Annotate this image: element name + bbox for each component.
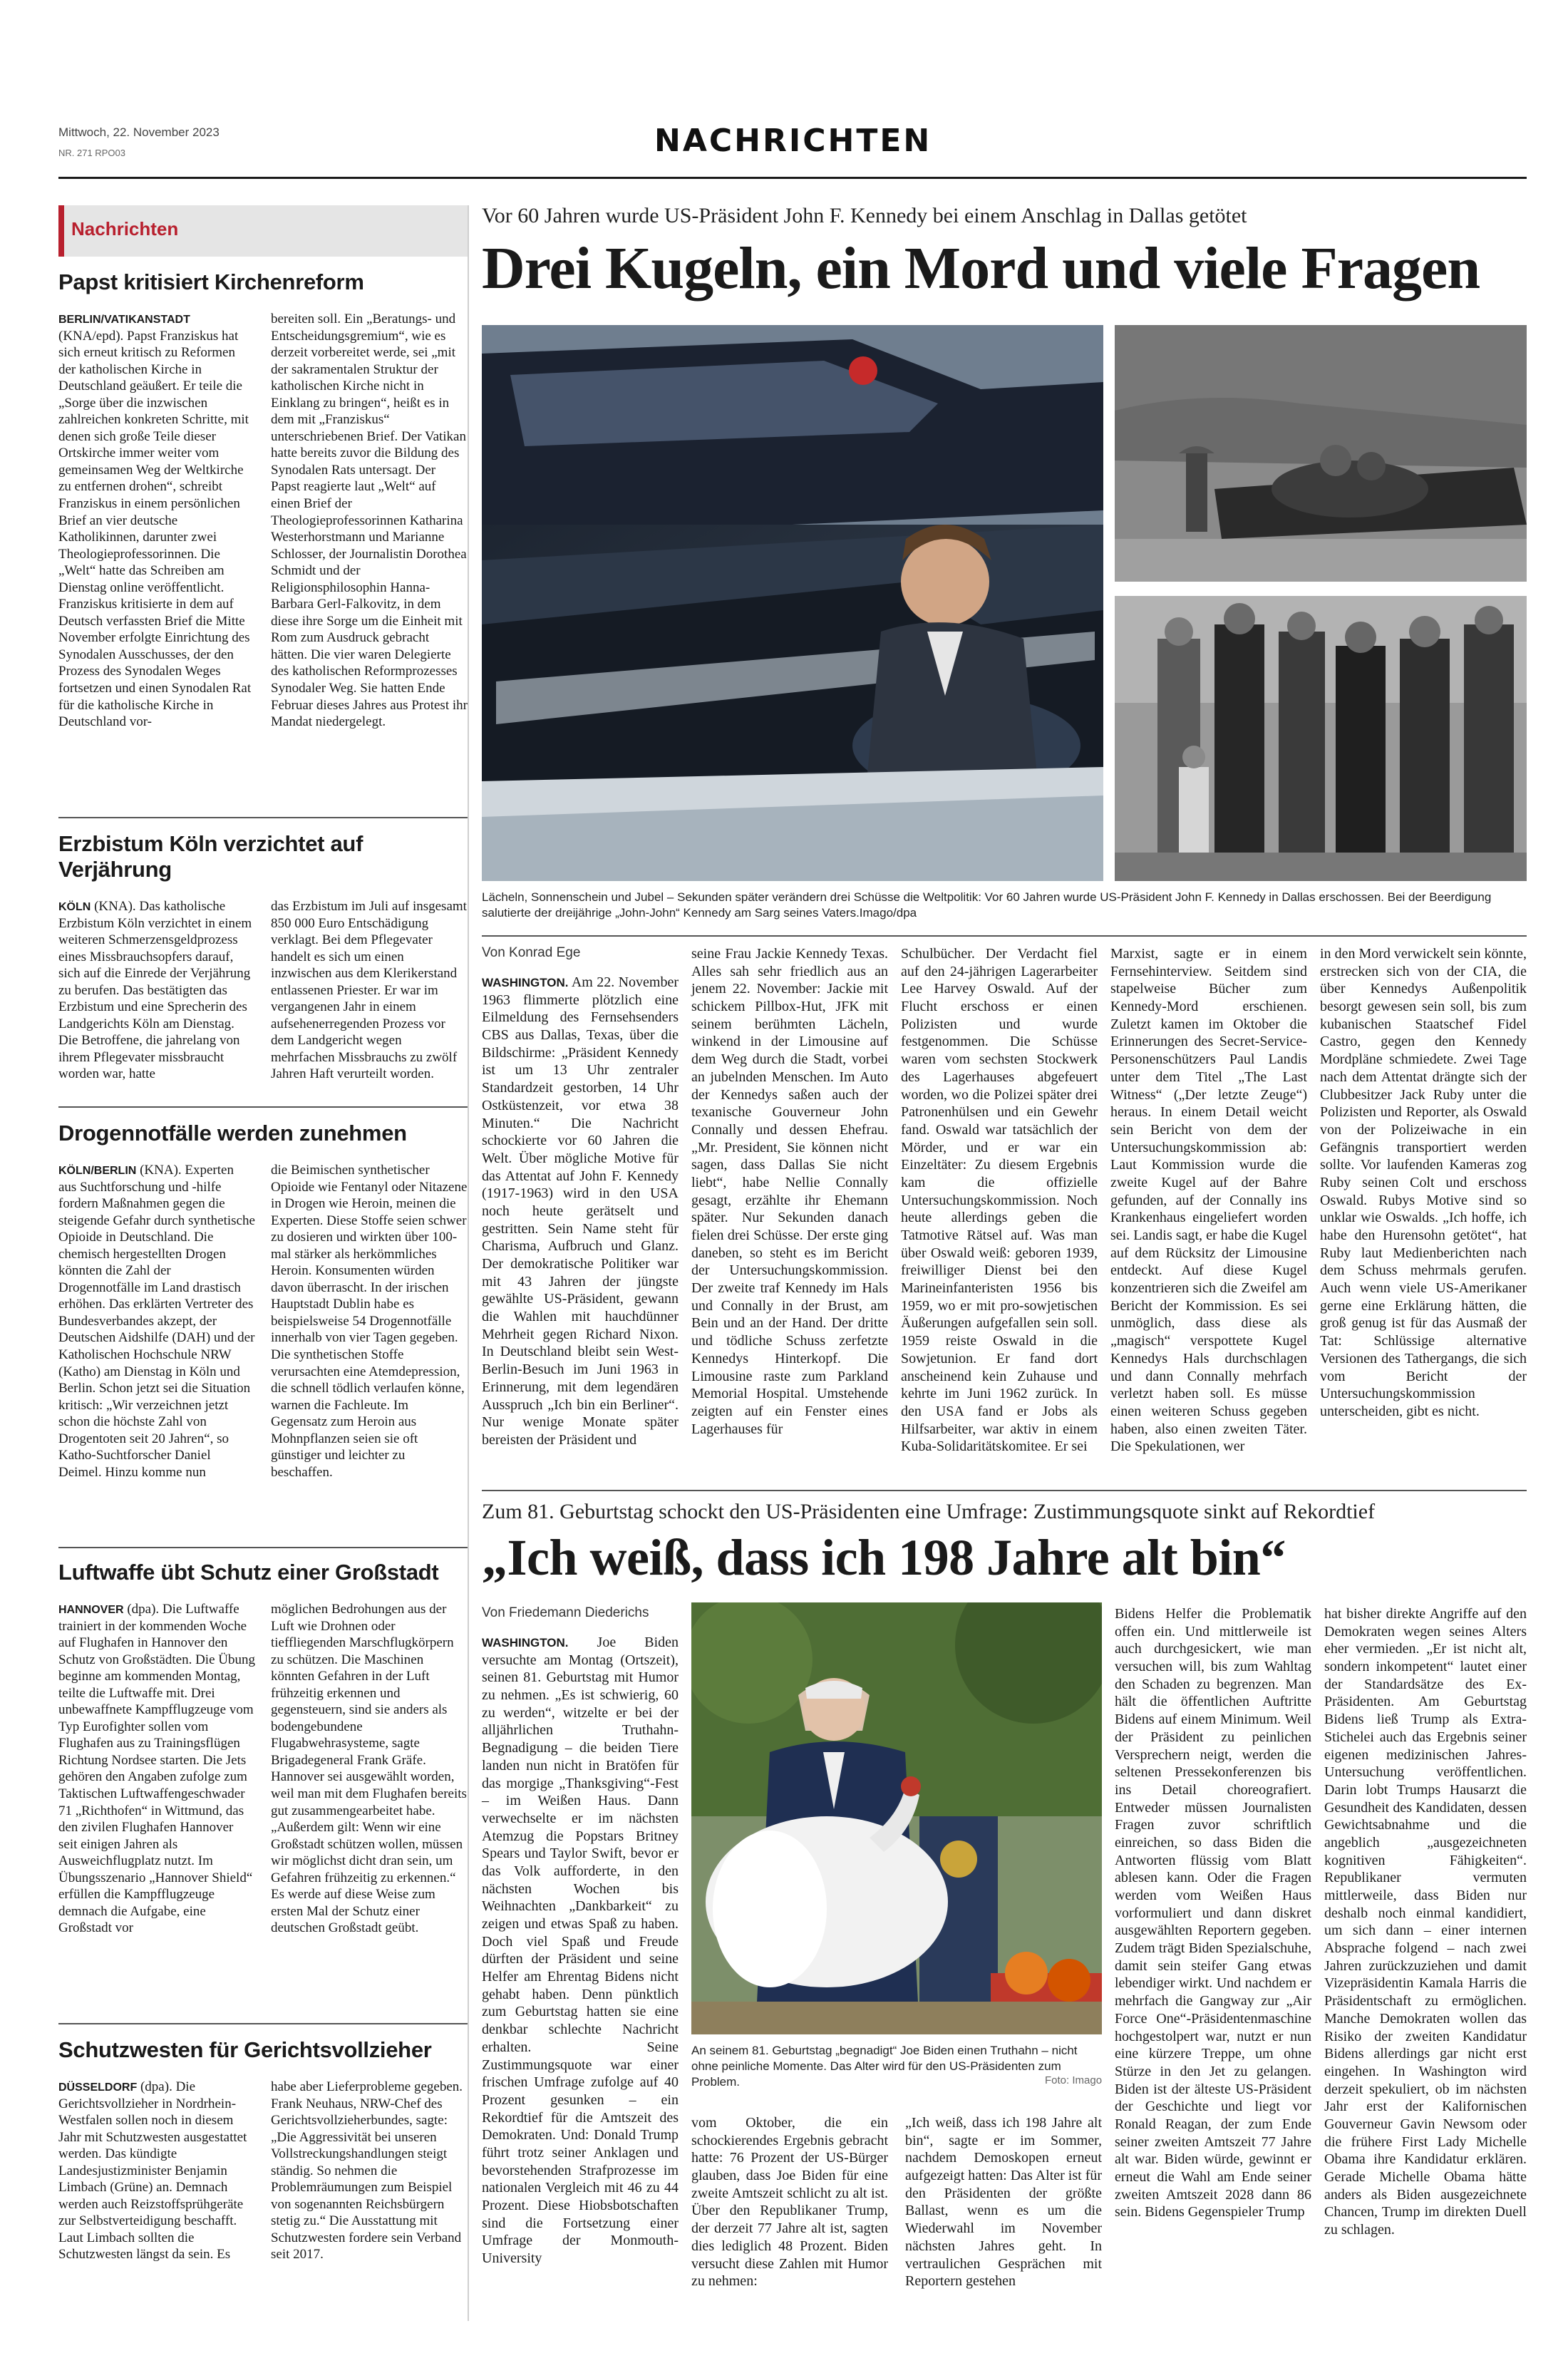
brief-text-col2: das Erzbistum im Juli auf insgesamt 850 000 Euro Entschädigung verklagt. Bei dem Pflegevater handelt es sich um einen inzwischen aus dem Klerikerstand entlassenen Priester. Er war im vergangenen Jahr in einem aufsehenerregenden Prozess vor dem Landgericht wegen mehrfachen Missbrauchs zu zwölf Jahren Haft verurteilt worden. — [271, 899, 467, 1082]
limousine-film-still-photo — [1115, 325, 1527, 582]
article1-column-2: seine Frau Jackie Kennedy Texas. Alles sah sehr friedlich aus an jenem 22. November: Jackie mit schickem Pillbox-Hut, JFK mit seinem berühmten Lächeln, winkend in der Limousine auf dem Weg durch die Stadt, vorbei an jubelnden Menschen. Im Auto der Kennedys saßen auch der texanische Gouverneur John Connally und dessen Ehefrau. „Mr. President, Sie können nicht sagen, dass Dallas Sie nicht liebt“, habe Nellie Connally gesagt, erzählte ihr Ehemann später. Nur Sekunden danach fielen drei Schüsse. Der erste ging daneben, so steht es im Bericht der Untersuchungskommission. Der zweite traf Kennedy im Hals und Connally in der Brust, am Bein und an der Hand. Der dritte und tödliche Schuss zerfetzte Kennedys Hinterkopf. Die Limousine raste zum Parkland Memorial Hospital. Umstehende zeigten auf ein Fenster eines Lagerhauses für — [691, 946, 888, 1437]
brief-divider — [58, 1106, 468, 1108]
funeral-salute-photo — [1115, 596, 1527, 881]
article2-kicker: Zum 81. Geburtstag schockt den US-Präsidenten eine Umfrage: Zustimmungsquote sinkt auf Rekordtief — [482, 1500, 1376, 1523]
article2-column-5: hat bisher direkte Angriffe auf den Demokraten wegen seines Alters eher vermieden. „Er ist nicht alt, sondern inkompetent“ lautet einer der Standardsätze des Ex-Präsidenten. Am Geburtstag Bidens ließ Trump als Extra-Stichelei auch das Ergebnis seiner eigenen medizinischen Jahres-Untersuchung veröffentlichen. Darin lobt Trumps Hausarzt die Gesundheit des Kandidaten, dessen Gewichtsabnahme und die angeblich „ausgezeichneten kognitiven Fähigkeiten“. Republikaner vermuten mittlerweile, dass Biden nur deshalb noch einmal kandidiert, um sich dann – einer internen Absprache folgend – nach zwei Jahren zurückzuziehen und damit Vizepräsidentin Kamala Harris die Präsidentschaft zu ermöglichen. Manche Demokraten wollen das Risiko der zweiten Kandidatur Bidens allerdings gar nicht erst eingehen. In Washington wird derzeit spekuliert, ob im nächsten Jahr erst der Kalifornischen Gouverneur Gavin Newsom oder die frühere First Lady Michelle Obama ihre Kandidatur erklären. Gerade Michelle Obama hätte anders als Biden ausgezeichnete Chancen, Trump im direkten Duell zu schlagen. — [1324, 1606, 1527, 2238]
brief-title: Erzbistum Köln verzichtet auf Verjährung — [58, 831, 363, 882]
brief-title: Papst kritisiert Kirchenreform — [58, 269, 364, 294]
brief-text-col2: möglichen Bedrohungen aus der Luft wie Drohnen oder tieffliegenden Marschflugkörpern zu schützen. Die Maschinen könnten Gefahren in der Luft frühzeitig erkennen und gegensteuern, sind sie anders als bodengebundene Flugabwehrasysteme, sagte Brigadegeneral Frank Gräfe. Hannover sei ausgewählt worden, weil man mit dem Flughafen bereits gut zusammengearbeitet habe. „Außerdem gilt: Wenn wir eine Großstadt schützen wollen, müssen wir möglichst dicht dran sein, um Gefahren frühzeitig zu erkennen.“ Es werde auf diese Weise zum ersten Mal der Schutz einer deutschen Großstadt geübt. — [271, 1602, 467, 1936]
article2-headline: „Ich weiß, dass ich 198 Jahre alt bin“ — [482, 1529, 1286, 1586]
article1-kicker: Vor 60 Jahren wurde US-Präsident John F. Kennedy bei einem Anschlag in Dallas getötet — [482, 204, 1247, 227]
article1-column-3: Schulbücher. Der Verdacht fiel auf den 24-jährigen Lagerarbeiter Lee Harvey Oswald. Auf der Flucht erschoss er einen Polizisten und wurde festgenommen. Die Schüsse waren vom sechsten Stockwerk des Lagerhauses abgefeuert worden, wo die Polizei später drei Patronenhülsen und ein Gewehr fand. Oswald war tatsächlich der Mörder, und er war ein Einzeltäter: Zu diesem Ergebnis kam die offizielle Untersuchungskommission. Noch heute allerdings geben die Tatmotive Rätsel auf. Was man über Oswald weiß: geboren 1939, freiwilliger Dienst bei den Marineinfanteristen 1956 bis 1959, wo er mit pro-sowjetischen Äußerungen aufgefallen sein soll. 1959 reiste Oswald in die Sowjetunion. Er fand dort anscheinend kein Zuhause und kehrte im Juni 1962 zurück. In den USA fand er Jobs als Hilfsarbeiter, war aktiv in einem Kuba-Solidaritätskomitee. Er sei — [901, 946, 1098, 1455]
brief-text-col2: bereiten soll. Ein „Beratungs- und Entscheidungsgremium“, wie es derzeit vorbereitet werde, sei „mit der sakramentalen Struktur der katholischen Kirche nicht in Einklang zu bringen“, heißt es in dem mit „Franziskus“ unterschriebenen Brief. Der Vatikan hatte bereits zuvor die Bildung des Synodalen Rats untersagt. Der Papst reagierte laut „Welt“ auf einen Brief der Theologieprofessorinnen Katharina Westerhorstmann und Marianne Schlosser, der Journalistin Dorothea Schmidt und der Religionsphilosophin Hanna-Barbara Gerl-Falkovitz, in dem diese ihre Sorge um die Einheit mit Rom zum Ausdruck gebracht hätten. Die vier waren Delegierte des katholischen Reformprozesses Synodaler Weg. Sie hatten Ende Februar dieses Jahres aus Protest ihr Mandat niedergelegt. — [271, 312, 468, 730]
article2-column-3: „Ich weiß, dass ich 198 Jahre alt bin“, sagte er im Sommer, nachdem Demoskopen erneut aufgezeigt hatten: Das Alter ist für den Präsidenten der größte Ballast, wenn es um die Wiederwahl im November nächsten Jahres geht. In vertraulichen Gesprächen mit Reportern gestehen — [905, 2115, 1103, 2290]
brief-text-col1: KÖLN/BERLIN (KNA). Experten aus Suchtforschung und -hilfe fordern Maßnahmen gegen die steigende Gefahr durch synthetische Opioide in Deutschland. Die chemisch hergestellten Drogen könnten die Zahl der Drogennotfälle im Land drastisch erhöhen. Das erklärten Vertreter des Bundesverbandes akzept, der Deutschen Aidshilfe (DAH) und der Katholischen Hochschule NRW (Katho) am Dienstag in Köln und Berlin. Schon jetzt sei die Situation kritisch: „Wir verzeichnen jetzt schon die höchste Zahl von Drogentoten seit 20 Jahren“, so Katho-Suchtforscher Daniel Deimel. Hinzu komme nun — [58, 1163, 255, 1480]
article2-column-4: Bidens Helfer die Problematik offen ein. Und mittlerweile ist auch durchgesickert, wie man versuchen will, bis zum Wahltag den Schaden zu begrenzen. Man hält die öffentlichen Auftritte Bidens auf einem Minimum. Weil der Präsident zu peinlichen Versprechern neigt, werden die seltenen Pressekonferenzen bis ins Detail choreografiert. Entweder müssen Journalisten Fragen zuvor schriftlich einreichen, so dass Biden die Antworten flüssig vom Blatt ablesen kann. Oder die Fragen werden vom Weißen Haus vorformuliert und dann diskret ausgewählten Reportern gegeben. Zudem trägt Biden Spezialschuhe, damit sein steifer Gang etwas lebendiger wirkt. Und nachdem er mehrfach die Gangway zur „Air Force One“-Präsidentenmaschine hochgestolpert war, nutzt er nun eine kürzere Treppe, um ohne Stürze in den Jet zu gelangen. Biden ist der älteste US-Präsident der Geschichte und liegt vor Ronald Reagan, der zum Ende seiner zweiten Amtszeit 77 Jahre alt war. Biden würde, gewinnt er erneut die Wahl am Ende seiner zweiten Amtszeit 2028 dann 86 sein. Bidens Gegenspieler Trump — [1115, 1606, 1311, 2220]
section-title: NACHRICHTEN — [654, 123, 932, 159]
brief-luftwaffe — [58, 1560, 468, 1937]
brief-text-col1: KÖLN (KNA). Das katholische Erzbistum Köln verzichtet in einem weiteren Schmerzensgeldprozess eines Missbrauchsopfers darauf, sich auf die Einrede der Verjährung zu berufen. Das bestätigten das Erzbistum und eine Sprecherin des Landgerichts Köln am Dienstag. Die Betroffene, die jahrelang von ihrem Pflegevater missbraucht worden war, hatte — [58, 899, 252, 1082]
brief-title: Drogennotfälle werden zunehmen — [58, 1121, 407, 1146]
article2-column-2: vom Oktober, die ein schockierendes Ergebnis gebracht hatte: 76 Prozent der US-Bürger glauben, dass Joe Biden für eine zweite Amtszeit schlicht zu alt ist. Über den Republikaner Trump, der derzeit 77 Jahre alt ist, sagten dies lediglich 48 Prozent. Biden versucht diese Zahlen mit Humor zu nehmen: — [691, 2115, 888, 2290]
brief-divider — [58, 817, 468, 818]
article1-caption-rule — [482, 935, 1527, 937]
article1-headline: Drei Kugeln, ein Mord und viele Fragen — [482, 235, 1480, 302]
brief-divider — [58, 1547, 468, 1548]
issue-date: Mittwoch, 22. November 2023 — [58, 125, 220, 139]
article2-byline: Von Friedemann Diederichs — [482, 1605, 649, 1620]
article2-column-1 — [482, 1634, 679, 2268]
brief-title: Schutzwesten für Gerichtsvollzieher — [58, 2037, 432, 2062]
brief-title: Luftwaffe übt Schutz einer Großstadt — [58, 1560, 439, 1585]
brief-text-col1: BERLIN/VATIKANSTADT (KNA/epd). Papst Franziskus hat sich erneut kritisch zu Reformen der katholischen Kirche in Deutschland geäußert. Er teile die „Sorge über die inzwischen zahlreichen konkreten Schritte, mit denen sich große Teile dieser Ortskirche immer weiter vom gemeinsamen Weg der Weltkirche zu entfernen drohen“, schreibt Franziskus in einem persönlichen Brief an vier deutsche Katholikinnen, darunter zwei Theologieprofessorinnen. Die „Welt“ hatte das Schreiben am Dienstag online veröffentlicht. Franziskus kritisierte in dem auf Deutsch verfassten Brief die Mitte November erfolgte Einrichtung des Synodalen Ausschusses, der den Prozess des Synodalen Weges fortsetzen und einen Synodalen Rat für die katholische Kirche in Deutschland vor- — [58, 314, 252, 730]
brief-text-col1: DÜSSELDORF (dpa). Die Gerichtsvollzieher in Nordrhein-Westfalen sollen noch in diesem Jahr mit Schutzwesten ausgestattet werden. Das kündigte Landesjustizminister Benjamin Limbach (Grüne) an. Demnach werden auch Reizstoffsprühgeräte zur Selbstverteidigung beschafft. Laut Limbach sollten die Schutzwesten längst da sein. Es — [58, 2079, 247, 2263]
article1-col1-text: WASHINGTON. Am 22. November 1963 flimmerte plötzlich eine Eilmeldung des Fernsehsenders CBS aus Dallas, Texas, über die Bildschirme: „Präsident Kennedy ist um 13 Uhr zentraler Standardzeit gestorben, 14 Uhr Ostküstenzeit, vor etwa 38 Minuten.“ Die Nachricht schockierte vor 60 Jahren die Welt. Über mögliche Motive für das Attentat auf John F. Kennedy (1917-1963) wird in den USA noch heute gerätselt und gestritten. Sein Name steht für Charisma, Aufbruch und Glanz. Der demokratische Politiker war mit 43 Jahren der jüngste gewählte US-Präsident, gewann die Wahlen mit hauchdünner Mehrheit gegen Richard Nixon. In Deutschland bleibt sein West-Berlin-Besuch im Juni 1963 in Erinnerung, mit dem legendären Ausspruch „Ich bin ein Berliner“. Nur wenige Monate später bereisten der Präsident und — [482, 974, 679, 1448]
brief-schutzwesten — [58, 2037, 468, 2263]
article1-photo-caption: Lächeln, Sonnenschein und Jubel – Sekunden später verändern drei Schüsse die Weltpolitik: Vor 60 Jahren wurde US-Präsident John F. Kennedy in Dallas erschossen. Bei der Beerdigung salutierte der dreijährige „John-John“ Kennedy am Sarg seines Vaters.Imago/dpa — [482, 890, 1492, 920]
article1-column-4: Marxist, sagte er in einem Fernsehinterview. Seitdem sind stapelweise Bücher zum Kennedy-Mord erschienen. Zuletzt kamen im Oktober die Erinnerungen des Secret-Service-Personenschützers Paul Landis unter dem Titel „The Last Witness“ („Der letzte Zeuge“) heraus. In einem Detail weicht sein Bericht von dem der Untersuchungskommission ab: Laut Kommission wurde die zweite Kugel auf der Bahre gefunden, auf der Connally ins Krankenhaus eingeliefert worden sei. Landis sagt, er habe die Kugel auf dem Rücksitz der Limousine entdeckt. Auf diese Kugel konzentrieren sich die Zweifel am Bericht der Kommission. Es sei unmöglich, dass diese als „magisch“ verspottete Kugel Kennedys Hals durchschlagen und dann Connally mehrfach verletzt haben soll. Es müsse einen weiteren Schuss gegeben haben, also einen zweiten Täter. Die Spekulationen, wer — [1110, 946, 1307, 1455]
article-divider — [482, 1490, 1527, 1491]
news-box-label: Nachrichten — [71, 218, 179, 240]
brief-papst — [58, 269, 468, 731]
kennedy-motorcade-photo — [482, 325, 1103, 881]
column-separator — [468, 205, 469, 2321]
brief-drogen — [58, 1121, 468, 1481]
brief-text-col2: die Beimischen synthetischer Opioide wie Fentanyl oder Nitazene in Drogen wie Heroin, meinen die Experten. Diese Stoffe seien schwer zu dosieren und wirkten über 100-mal stärker als herkömmliches Heroin. Konsumenten würden davon überrascht. In der irischen Hauptstadt Dublin habe es beispielsweise 54 Drogennotfälle innerhalb von vier Tagen gegeben. Die synthetischen Stoffe verursachten eine Atemdepression, die schnell tödlich verlaufen könne, warnen die Fachleute. Im Gegensatz zum Heroin aus Mohnpflanzen seien sie oft günstiger und leichter zu beschaffen. — [271, 1163, 468, 1480]
article2-col1-text: WASHINGTON. Joe Biden versuchte am Montag (Ortszeit), seinen 81. Geburtstag mit Humor zu nehmen. „Es ist schwierig, 60 zu werden“, witzelte er bei der alljährlichen Truthahn-Begnadigung – die beiden Tiere landen nun nicht in Bratöfen für das morgige „Thanksgiving“-Fest – im Weißen Haus. Dann verwechselte er im nächsten Atemzug die Popstars Britney Spears und Taylor Swift, bevor er das Volk aufforderte, in den nächsten Wochen bis Weihnachten „Dankbarkeit“ zu zeigen und etwas Spaß zu haben. Doch viel Spaß und Freude dürften der Präsident und seine Helfer am Ehrentag Bidens nicht gehabt haben. Denn pünktlich zum Geburtstag hatten sie eine denkbar schlechte Nachricht erhalten. Seine Zustimmungsquote war einer frischen Umfrage zufolge auf 40 Prozent gesunken – ein Rekordtief für die Amtszeit des Demokraten. Und: Donald Trump führt trotz seiner Anklagen und bevorstehenden Strafprozesse im nationalen Vergleich mit 46 zu 44 Prozent. Diese Hiobsbotschaften sind die Fortsetzung einer Umfrage der Monmouth-University — [482, 1635, 679, 2267]
article2-photo-caption: An seinem 81. Geburtstag „begnadigt“ Joe Biden einen Truthahn – nicht ohne peinliche Momente. Das Alter wird für den US-Präsidenten zum Problem. — [691, 2044, 1078, 2089]
news-box-accent — [58, 205, 64, 257]
brief-text-col2: habe aber Lieferprobleme gegeben. Frank Neuhaus, NRW-Chef des Gerichtsvollzieherbundes, sagte: „Die Aggressivität bei unseren Vollstreckungshandlungen steigt ständig. So nehmen die Problemräumungen zum Beispiel von sogenannten Reichsbürgern stetig zu.“ Die Ausstattung mit Schutzwesten fordere sein Verband seit 2017. — [271, 2079, 463, 2263]
brief-divider — [58, 2023, 468, 2024]
header-rule — [58, 177, 1527, 179]
brief-koeln — [58, 831, 468, 1083]
article1-column-5: in den Mord verwickelt sein könnte, erstrecken sich von der CIA, die über Kennedys Außenpolitik besorgt gewesen sein soll, bis zum kubanischen Staatschef Fidel Castro, gegen den Kennedy Mordpläne schmiedete. Zwei Tage nach dem Attentat drängte sich der Clubbesitzer Jack Ruby unter die Polizisten und Reporter, als Oswald von der Polizeiwache in ein Gefängnis transportiert werden sollte. Vor laufenden Kameras zog Ruby seinen Colt und erschoss Oswald. Rubys Motive sind so unklar wie Oswalds. „Ich hoffe, ich habe den Hurensohn getötet“, hat Ruby laut Medienberichten nach dem Schuss mehrmals gerufen. Auch wenn viele US-Amerikaner gerne eine Erklärung hätten, die groß genug ist für das Ausmaß der Tat: Schlüssige alternative Versionen des Tathergangs, die sich vom Bericht der Untersuchungskommission unterscheiden, gibt es nicht. — [1320, 946, 1527, 1419]
article2-photo-credit: Foto: Imago — [1045, 2074, 1103, 2086]
article1-byline: Von Konrad Ege — [482, 945, 581, 960]
biden-turkey-pardon-photo — [691, 1602, 1102, 2034]
issue-code: NR. 271 RPO03 — [58, 148, 125, 158]
brief-text-col1: HANNOVER (dpa). Die Luftwaffe trainiert in der kommenden Woche auf Flughafen in Hannover den Schutz von Großstädten. Die Übung beginne am kommenden Montag, teilte die Luftwaffe mit. Drei unbewaffnete Kampfflugzeuge vom Typ Eurofighter sollen vom Flughafen aus zu Trainingsflügen Richtung Nordsee starten. Die Jets gehören den Angaben zufolge zum Taktischen Luftwaffengeschwader 71 „Richthofen“ in Wittmund, das den zivilen Flughafen Hannover seit einigen Jahren als Ausweichflugplatz nutzt. Im Übungsszenario „Hannover Shield“ erfüllen die Kampfflugzeuge demnach die Aufgabe, eine Großstadt vor — [58, 1602, 255, 1936]
article1-column-1 — [482, 974, 679, 1449]
